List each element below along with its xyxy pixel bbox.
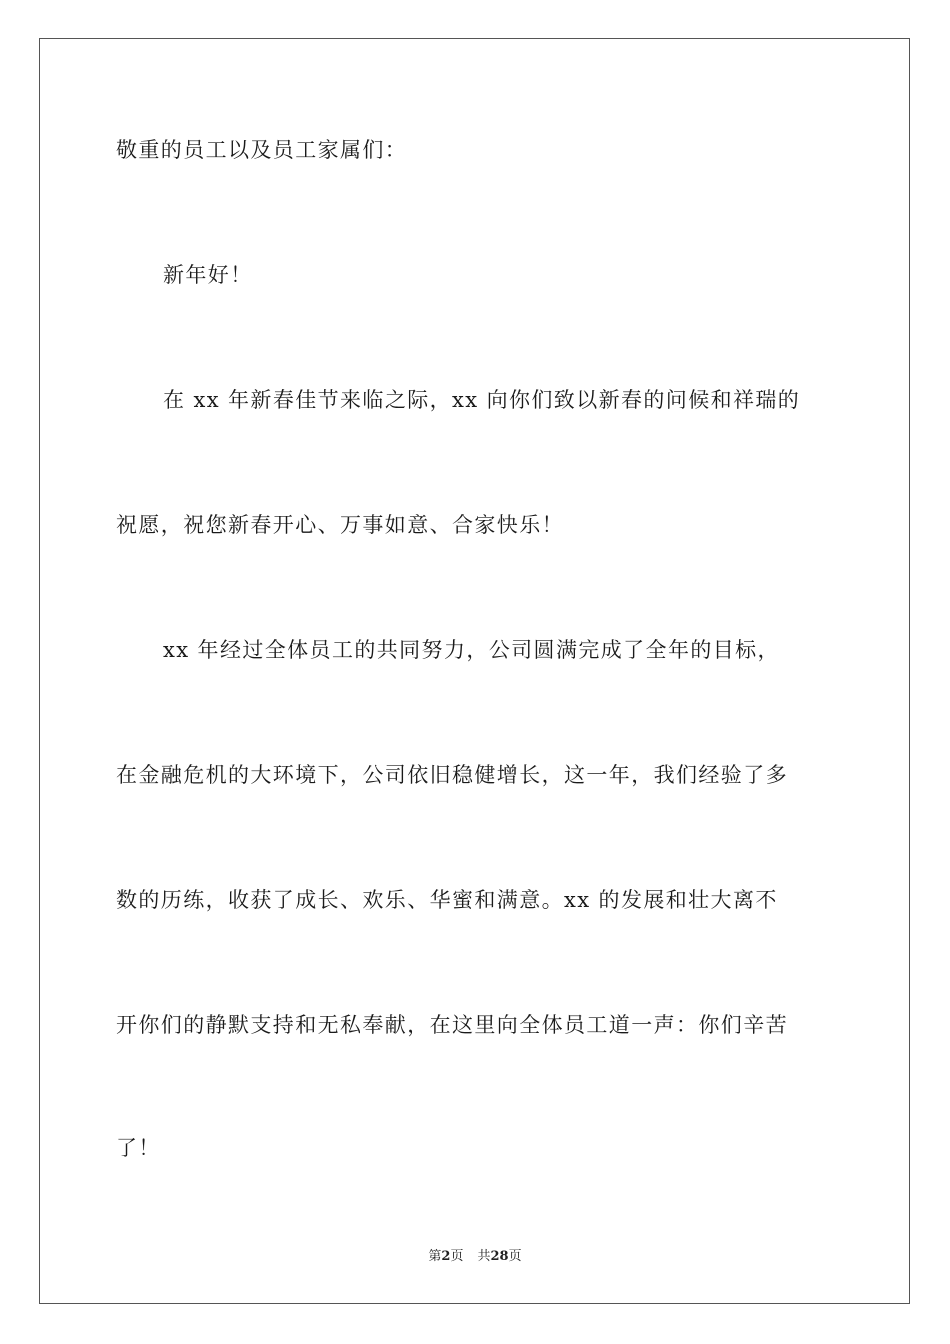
paragraph-2-line-3: 数的历练，收获了成长、欢乐、华蜜和满意。xx 的发展和壮大离不 — [116, 888, 778, 912]
paragraph-2-line-4: 开你们的静默支持和无私奉献，在这里向全体员工道一声：你们辛苦 — [116, 1013, 788, 1037]
greeting: 新年好！ — [163, 263, 253, 287]
page-suffix: 页 — [450, 1249, 464, 1264]
page-total-number: 28 — [490, 1249, 509, 1264]
page-prefix: 第 — [428, 1249, 442, 1264]
page-border — [39, 38, 910, 1304]
page-footer — [0, 1248, 950, 1266]
page-current-number: 2 — [441, 1249, 451, 1264]
total-suffix: 页 — [508, 1249, 522, 1264]
paragraph-2-line-2: 在金融危机的大环境下，公司依旧稳健增长，这一年，我们经验了多 — [116, 763, 788, 787]
paragraph-1-line-1: 在 xx 年新春佳节来临之际，xx 向你们致以新春的问候和祥瑞的 — [163, 388, 801, 412]
paragraph-2-line-1: xx 年经过全体员工的共同努力，公司圆满完成了全年的目标， — [163, 638, 780, 662]
total-prefix: 共 — [477, 1249, 491, 1264]
paragraph-2-line-5: 了！ — [116, 1136, 161, 1160]
paragraph-1-line-2: 祝愿，祝您新春开心、万事如意、合家快乐！ — [116, 513, 564, 537]
salutation: 敬重的员工以及员工家属们： — [116, 138, 408, 162]
